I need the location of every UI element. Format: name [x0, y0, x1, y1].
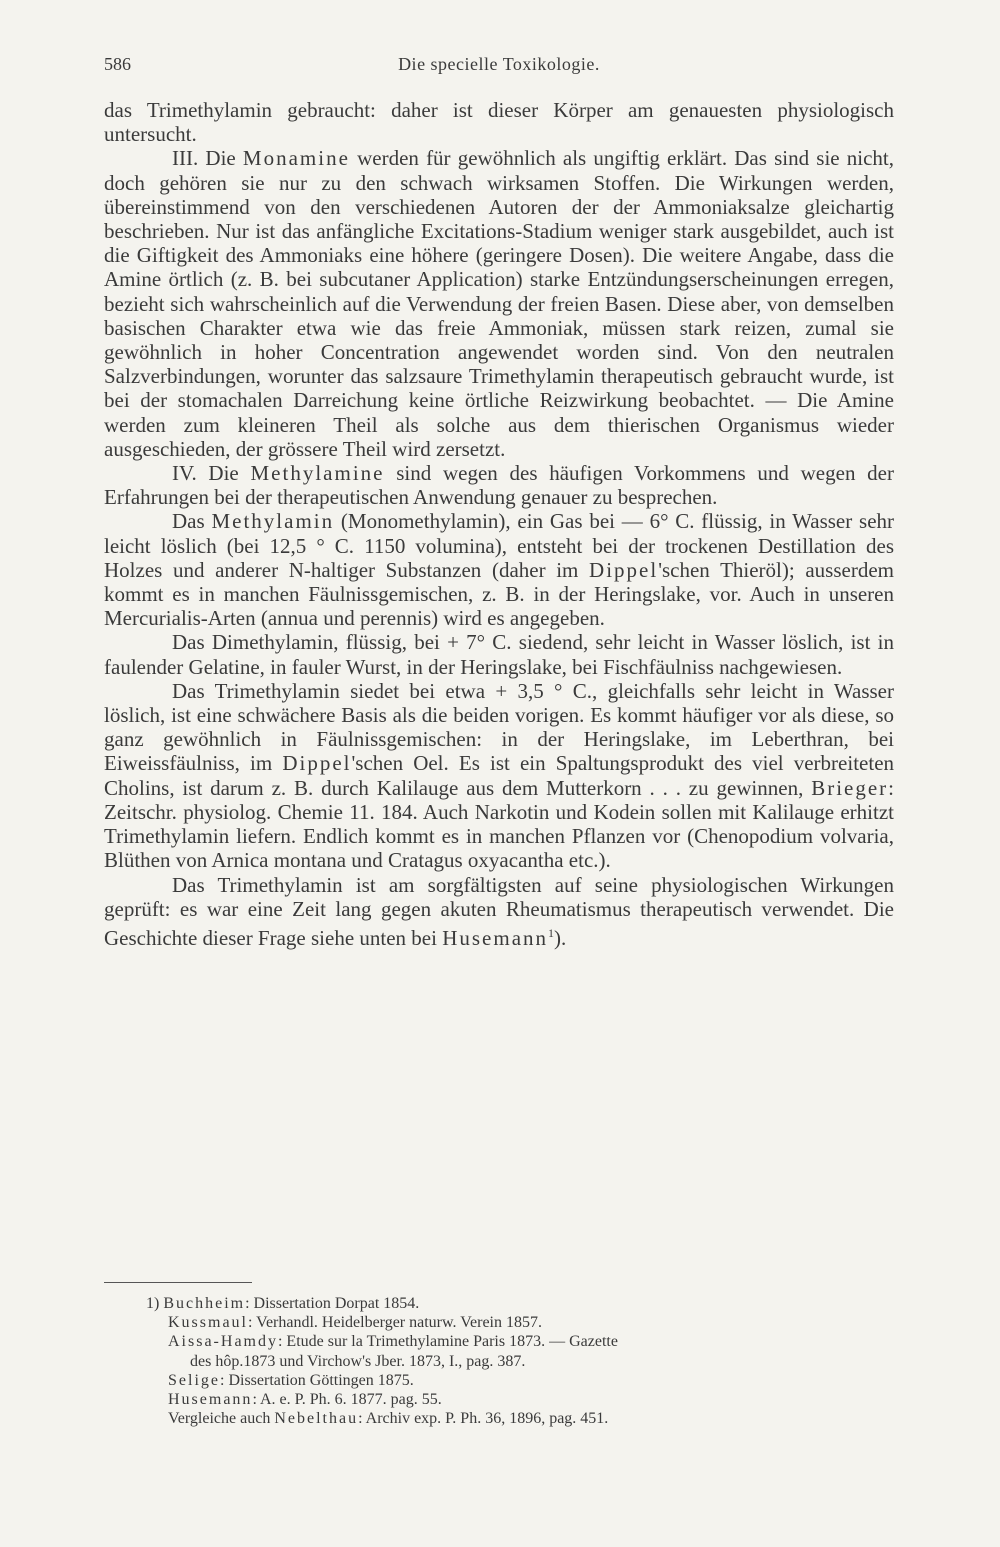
footnote-marker: 1	[146, 1295, 154, 1312]
footnote-entry	[168, 1313, 894, 1332]
paragraph-methylamine	[104, 461, 894, 509]
footnote-text: : Dissertation Göttingen 1875.	[220, 1371, 414, 1389]
paragraph-text: sind wegen des häufigen Vorkommens und wegen der Erfahrungen bei der therapeutischen Anwendung genauer zu besprechen.	[104, 461, 894, 510]
footnote-text: : Archiv exp. P. Ph. 36, 1896, pag. 451.	[358, 1410, 609, 1428]
paragraph	[104, 98, 894, 146]
term-monamine: Monamine	[242, 146, 350, 171]
author-name: Nebelthau	[274, 1410, 359, 1428]
body-text	[104, 98, 894, 950]
author-name: Husemann	[168, 1391, 253, 1409]
paragraph-text: : Zeitschr. physiolog. Chemie 11. 184. Auch Narkotin und Kodein sollen mit Kalilauge erhitzt Trimethylamin liefern. Endlich kommt es in manchen Pflanzen vor (Chenopodium volvaria, Blüthen von Arnica montana und Cratagus oxyacantha etc.).	[104, 775, 895, 873]
author-name: Kussmaul	[168, 1314, 248, 1332]
footnote-entry	[168, 1371, 894, 1390]
author-name: Dippel	[589, 557, 659, 582]
footnotes	[146, 1294, 894, 1428]
paragraph-trimethylamin-physiology	[104, 873, 894, 951]
footnote-divider	[104, 1282, 252, 1283]
section-number: IV. Die	[172, 461, 239, 486]
footnote-reference[interactable]: 1	[548, 925, 555, 940]
footnote-entry	[168, 1390, 894, 1409]
paragraph-text: ).	[554, 925, 567, 950]
paragraph-text: werden für gewöhnlich als ungiftig erklärt. Das sind sie nicht, doch gehören sie nur zu den schwach wirksamen Stoffen. Die Wirkungen werden, übereinstimmend von den verschiedenen Autoren der der Ammoniaksalze gleichartig beschrieben. Nur ist das anfängliche Excitations-Stadium weniger stark ausgebildet, auch ist die Giftigkeit des Ammoniaks eine höhere (geringere Dosen). Die weitere Angabe, dass die Amine örtlich (z. B. bei subcutaner Application) starke Entzündungserscheinungen erregen, bezieht sich wahrscheinlich auf die Verwendung der freien Basen. Diese aber, von demselben basischen Charakter etwa wie das freie Ammoniak, müssen stark reizen, zumal sie gewöhnlich in hoher Concentration angewendet worden sind. Von den neutralen Salzverbindungen, worunter das salzsaure Trimethylamin therapeutisch gebraucht wurde, ist bei der stomachalen Darreichung keine örtliche Reizwirkung beobachtet. — Die Amine werden zum kleineren Theil als solche aus dem thierischen Organismus wieder ausgeschieden, der grössere Theil wird zersetzt.	[104, 146, 895, 461]
author-name: Husemann	[442, 925, 549, 950]
paragraph-text: Das Trimethylamin siedet bei etwa + 3,5 ° C., gleichfalls sehr leicht in Wasser löslich, ist eine schwächere Basis als die beiden vorigen. Es kommt häufiger vor als diese, so ganz gewöhnlich in Fäulnissgemischen: in der Heringslake, im Leberthran, bei Eiweissfäulniss, im	[104, 678, 894, 776]
paragraph-text: 'schen Thieröl); ausserdem kommt es in manchen Fäulnissgemischen, z. B. in der Heringslake, vor. Auch in unseren Mercurialis-Arten (annua und perennis) wird es angegeben.	[104, 557, 894, 631]
author-name: Dippel	[282, 751, 352, 776]
footnote-entry: 1) Buchheim: Dissertation Dorpat 1854.	[146, 1295, 420, 1312]
footnote-entry	[168, 1332, 894, 1351]
paragraph-text: (Monomethylamin), ein Gas bei — 6° C. flüssig, in Wasser sehr leicht löslich (bei 12,5 ° C. 1150 volumina), entsteht bei der trockenen Destillation des Holzes und anderer N-haltiger Substanzen (daher im	[104, 509, 895, 582]
author-name: Aissa-Hamdy	[168, 1333, 278, 1351]
paragraph-monamine	[104, 146, 894, 461]
footnote-entry	[168, 1409, 894, 1428]
footnote-text: : Verhandl. Heidelberger naturw. Verein 1857.	[248, 1314, 542, 1332]
author-name: Brieger	[811, 775, 889, 800]
paragraph-text: das Trimethylamin gebraucht: daher ist dieser Körper am genauesten physiologisch untersucht.	[104, 98, 894, 147]
paragraph-methylamin	[104, 509, 894, 630]
term-methylamin: Methylamin	[211, 509, 335, 534]
footnote-text: Vergleiche auch	[168, 1410, 271, 1428]
footnote-text: : A. e. P. Ph. 6. 1877. pag. 55.	[252, 1391, 442, 1409]
footnote-text: : Etude sur la Trimethylamine Paris 1873. — Gazette	[277, 1333, 618, 1351]
author-name: Selige	[168, 1371, 220, 1389]
footnote-continuation: des hôp.1873 und Virchow's Jber. 1873, I., pag. 387.	[190, 1352, 526, 1370]
page-number: 586	[104, 54, 131, 74]
section-number: III. Die	[172, 146, 236, 171]
paragraph-text: 'schen Oel. Es ist ein Spaltungsprodukt des viel verbreiteten Cholins, ist darum z. B. durch Kalilauge aus dem Mutterkorn . . . zu gewinnen,	[104, 751, 895, 800]
page-header	[104, 54, 894, 80]
paragraph-dimethylamin	[104, 630, 894, 678]
term-methylamine: Methylamine	[250, 461, 385, 486]
paragraph-trimethylamin	[104, 679, 894, 873]
running-title: Die specielle Toxikologie.	[398, 54, 600, 74]
footnote-text: : Dissertation Dorpat 1854.	[245, 1295, 420, 1312]
paragraph-text: Das Trimethylamin ist am sorgfältigsten auf seine physiologischen Wirkungen geprüft: es war eine Zeit lang gegen akuten Rheumatismus therapeutisch verwendet. Die Geschichte dieser Frage siehe unten bei	[104, 872, 894, 950]
paragraph-text: Das Dimethylamin, flüssig, bei + 7° C. siedend, sehr leicht in Wasser löslich, ist in faulender Gelatine, in fauler Wurst, in der Heringslake, bei Fischfäulniss nachgewiesen.	[104, 630, 894, 679]
paragraph-text: Das	[172, 509, 205, 534]
author-name: Buchheim	[163, 1295, 246, 1312]
